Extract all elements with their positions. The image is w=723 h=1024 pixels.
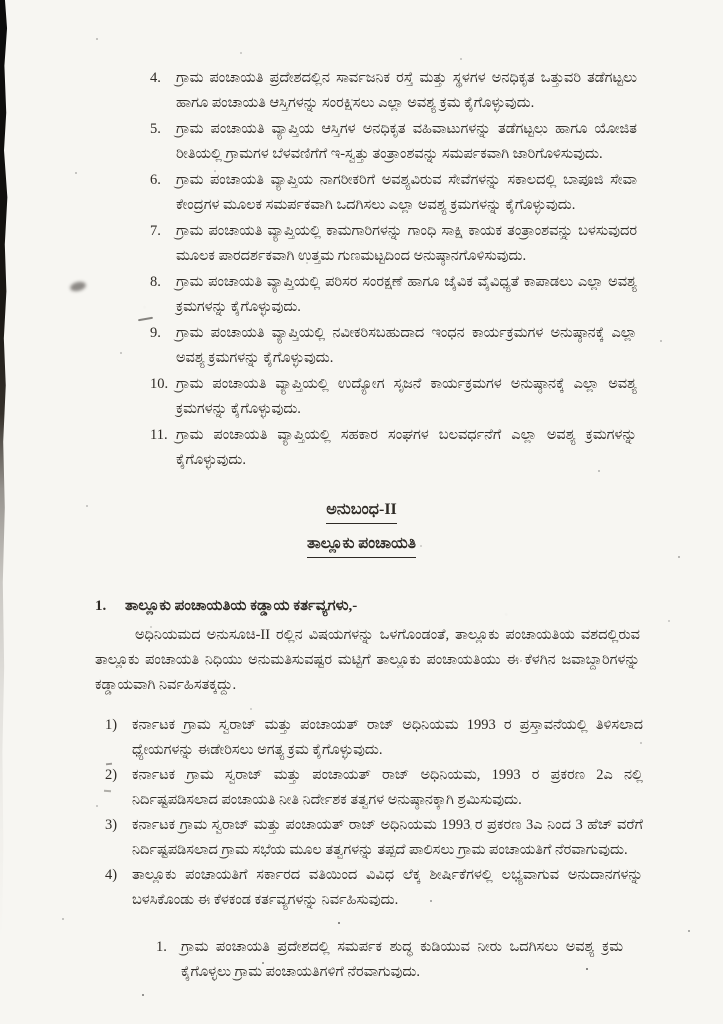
list-item	[105, 713, 643, 763]
gram-panchayat-duties-list	[150, 66, 637, 473]
list-item-number: 4.	[150, 70, 161, 86]
appendix-title: ಅನುಬಂಧ-II	[326, 497, 397, 524]
list-item	[150, 66, 637, 116]
list-item	[150, 321, 637, 371]
appendix-subtitle-row	[0, 531, 723, 558]
list-item-text: ಕರ್ನಾಟಕ ಗ್ರಾಮ ಸ್ವರಾಜ್ ಮತ್ತು ಪಂಚಾಯತ್ ರಾಜ್ ಅಧಿನಿಯಮ 1993 ರ ಪ್ರಕರಣ 3ಎ ನಿಂದ 3 ಹೆಚ್ ವರೆಗೆ ನಿರ್ದಿಷ್ಟಪಡಿಸಲಾದ ಗ್ರಾಮ ಸಭೆಯ ಮೂಲ ತತ್ವಗಳನ್ನು ತಪ್ಪದೆ ಪಾಲಿಸಲು ಗ್ರಾಮ ಪಂಚಾಯತಿಗೆ ನೆರವಾಗುವುದು.	[132, 816, 643, 858]
appendix-title-row	[0, 497, 723, 524]
list-item-number: 3)	[105, 816, 118, 833]
section-number: 1.	[95, 598, 107, 614]
list-item-text: ಗ್ರಾಮ ಪಂಚಾಯತಿ ವ್ಯಾಪ್ತಿಯಲ್ಲಿ ಪರಿಸರ ಸಂರಕ್ಷಣೆ ಹಾಗೂ ಜೈವಿಕ ವೈವಿಧ್ಯತೆ ಕಾಪಾಡಲು ಎಲ್ಲಾ ಅವಶ್ಯ ಕ್ರಮಗಳನ್ನು ಕೈಗೊಳ್ಳುವುದು.	[176, 274, 637, 315]
list-item-number: 1.	[156, 938, 167, 955]
list-item	[150, 117, 637, 167]
list-item-text: ಗ್ರಾಮ ಪಂಚಾಯತಿ ವ್ಯಾಪ್ತಿಯಲ್ಲಿ ಕಾಮಗಾರಿಗಳನ್ನು ಗಾಂಧಿ ಸಾಕ್ಷಿ ಕಾಯಕ ತಂತ್ರಾಂಶವನ್ನು ಬಳಸುವುದರ ಮೂಲಕ ಪಾರದರ್ಶಕವಾಗಿ ಉತ್ತಮ ಗುಣಮಟ್ಟದಿಂದ ಅನುಷ್ಠಾನಗೊಳಿಸುವುದು.	[176, 223, 637, 264]
list-item	[150, 219, 637, 269]
list-item-number: 1)	[105, 716, 118, 733]
list-item-text: ಗ್ರಾಮ ಪಂಚಾಯತಿ ವ್ಯಾಪ್ತಿಯ ಆಸ್ತಿಗಳ ಅನಧಿಕೃತ ವಹಿವಾಟುಗಳನ್ನು ತಡೆಗಟ್ಟಲು ಹಾಗೂ ಯೋಜಿತ ರೀತಿಯಲ್ಲಿ ಗ್ರಾಮಗಳ ಬೆಳವಣಿಗೆಗೆ ಇ-ಸ್ವತ್ತು ತಂತ್ರಾಂಶವನ್ನು ಸಮರ್ಪಕವಾಗಿ ಜಾರಿಗೊಳಿಸುವುದು.	[176, 121, 637, 162]
appendix-headings	[0, 497, 723, 558]
list-item-number: 4)	[105, 866, 118, 883]
list-item	[150, 372, 637, 422]
list-item	[105, 763, 643, 813]
list-item	[150, 270, 637, 320]
section-taluk-panchayat	[95, 594, 640, 698]
sub-duties-list	[156, 935, 623, 985]
list-item-text: ಕರ್ನಾಟಕ ಗ್ರಾಮ ಸ್ವರಾಜ್ ಮತ್ತು ಪಂಚಾಯತ್ ರಾಜ್ ಅಧಿನಿಯಮ 1993 ರ ಪ್ರಸ್ತಾವನೆಯಲ್ಲಿ ತಿಳಿಸಲಾದ ಧ್ಯೇಯಗಳನ್ನು ಈಡೇರಿಸಲು ಅಗತ್ಯ ಕ್ರಮ ಕೈಗೊಳ್ಳುವುದು.	[132, 716, 643, 758]
list-item	[105, 813, 643, 863]
list-item-number: 10.	[150, 376, 169, 392]
list-item-text: ಗ್ರಾಮ ಪಂಚಾಯತಿ ವ್ಯಾಪ್ತಿಯಲ್ಲಿ ಸಹಕಾರ ಸಂಘಗಳ ಬಲವರ್ಧನೆಗೆ ಎಲ್ಲಾ ಅವಶ್ಯ ಕ್ರಮಗಳನ್ನು ಕೈಗೊಳ್ಳುವುದು.	[176, 427, 637, 468]
list-item-number: 11.	[150, 427, 168, 443]
list-item-number: 9.	[150, 325, 161, 341]
list-item-number: 6.	[150, 172, 161, 188]
list-item	[156, 935, 623, 985]
list-item-number: 7.	[150, 223, 161, 239]
list-item-text: ಗ್ರಾಮ ಪಂಚಾಯತಿ ಪ್ರದೇಶದಲ್ಲಿ ಸಮರ್ಪಕ ಶುದ್ಧ ಕುಡಿಯುವ ನೀರು ಒದಗಿಸಲು ಅವಶ್ಯ ಕ್ರಮ ಕೈಗೊಳ್ಳಲು ಗ್ರಾಮ ಪಂಚಾಯತಿಗಳಿಗೆ ನೆರವಾಗುವುದು.	[181, 938, 623, 980]
section-heading	[95, 594, 640, 619]
list-item-text: ಗ್ರಾಮ ಪಂಚಾಯತಿ ವ್ಯಾಪ್ತಿಯಲ್ಲಿ ನವೀಕರಿಸಬಹುದಾದ ಇಂಧನ ಕಾರ್ಯಕ್ರಮಗಳ ಅನುಷ್ಠಾನಕ್ಕೆ ಎಲ್ಲಾ ಅವಶ್ಯ ಕ್ರಮಗಳನ್ನು ಕೈಗೊಳ್ಳುವುದು.	[176, 325, 637, 366]
list-item-text: ಕರ್ನಾಟಕ ಗ್ರಾಮ ಸ್ವರಾಜ್ ಮತ್ತು ಪಂಚಾಯತ್ ರಾಜ್ ಅಧಿನಿಯಮ, 1993 ರ ಪ್ರಕರಣ 2ಎ ನಲ್ಲಿ ನಿರ್ದಿಷ್ಟಪಡಿಸಲಾದ ಪಂಚಾಯತಿ ನೀತಿ ನಿರ್ದೇಶಕ ತತ್ವಗಳ ಅನುಷ್ಠಾನಕ್ಕಾಗಿ ಶ್ರಮಿಸುವುದು.	[132, 766, 643, 808]
appendix-subtitle: ತಾಲ್ಲೂಕು ಪಂಚಾಯತಿ	[307, 531, 416, 558]
list-item-number: 8.	[150, 274, 161, 290]
list-item-text: ಗ್ರಾಮ ಪಂಚಾಯತಿ ಪ್ರದೇಶದಲ್ಲಿನ ಸಾರ್ವಜನಿಕ ರಸ್ತೆ ಮತ್ತು ಸ್ಥಳಗಳ ಅನಧಿಕೃತ ಒತ್ತುವರಿ ತಡೆಗಟ್ಟಲು ಹಾಗೂ ಪಂಚಾಯತಿ ಆಸ್ತಿಗಳನ್ನು ಸಂರಕ್ಷಿಸಲು ಎಲ್ಲಾ ಅವಶ್ಯ ಕ್ರಮ ಕೈಗೊಳ್ಳುವುದು.	[176, 70, 637, 111]
section-intro-paragraph: ಅಧಿನಿಯಮದ ಅನುಸೂಚಿ-II ರಲ್ಲಿನ ವಿಷಯಗಳನ್ನು ಒಳಗೊಂಡಂತೆ, ತಾಲ್ಲೂಕು ಪಂಚಾಯತಿಯ ವಶದಲ್ಲಿರುವ ತಾಲ್ಲೂಕು ಪಂಚಾಯತಿ ನಿಧಿಯು ಅನುಮತಿಸುವಷ್ಟರ ಮಟ್ಟಿಗೆ ತಾಲ್ಲೂಕು ಪಂಚಾಯತಿಯು ಈ ಕೆಳಗಿನ ಜವಾಬ್ದಾರಿಗಳನ್ನು ಕಡ್ಡಾಯವಾಗಿ ನಿರ್ವಹಿಸತಕ್ಕದ್ದು.	[95, 627, 640, 693]
list-item-number: 2)	[105, 766, 118, 783]
list-item-number: 5.	[150, 121, 161, 137]
taluk-duties-list	[105, 713, 643, 913]
list-item	[150, 423, 637, 473]
list-item-text: ಗ್ರಾಮ ಪಂಚಾಯತಿ ವ್ಯಾಪ್ತಿಯಲ್ಲಿ ಉದ್ಯೋಗ ಸೃಜನೆ ಕಾರ್ಯಕ್ರಮಗಳ ಅನುಷ್ಠಾನಕ್ಕೆ ಎಲ್ಲಾ ಅವಶ್ಯ ಕ್ರಮಗಳನ್ನು ಕೈಗೊಳ್ಳುವುದು.	[176, 376, 637, 417]
list-item	[150, 168, 637, 218]
list-item-text: ತಾಲ್ಲೂಕು ಪಂಚಾಯತಿಗೆ ಸರ್ಕಾರದ ವತಿಯಿಂದ ವಿವಿಧ ಲೆಕ್ಕ ಶೀರ್ಷಿಕೆಗಳಲ್ಲಿ ಲಭ್ಯವಾಗುವ ಅನುದಾನಗಳನ್ನು ಬಳಸಿಕೊಂಡು ಈ ಕೆಳಕಂಡ ಕರ್ತವ್ಯಗಳನ್ನು ನಿರ್ವಹಿಸುವುದು.	[132, 866, 643, 908]
list-item-text: ಗ್ರಾಮ ಪಂಚಾಯತಿ ವ್ಯಾಪ್ತಿಯ ನಾಗರೀಕರಿಗೆ ಅವಶ್ಯವಿರುವ ಸೇವೆಗಳನ್ನು ಸಕಾಲದಲ್ಲಿ ಬಾಪೂಜಿ ಸೇವಾ ಕೇಂದ್ರಗಳ ಮೂಲಕ ಸಮರ್ಪಕವಾಗಿ ಒದಗಿಸಲು ಎಲ್ಲಾ ಅವಶ್ಯ ಕ್ರಮಗಳನ್ನು ಕೈಗೊಳ್ಳುವುದು.	[176, 172, 637, 213]
section-title: ತಾಲ್ಲೂಕು ಪಂಚಾಯತಿಯ ಕಡ್ಡಾಯ ಕರ್ತವ್ಯಗಳು,-	[125, 598, 358, 614]
list-item	[105, 863, 643, 913]
